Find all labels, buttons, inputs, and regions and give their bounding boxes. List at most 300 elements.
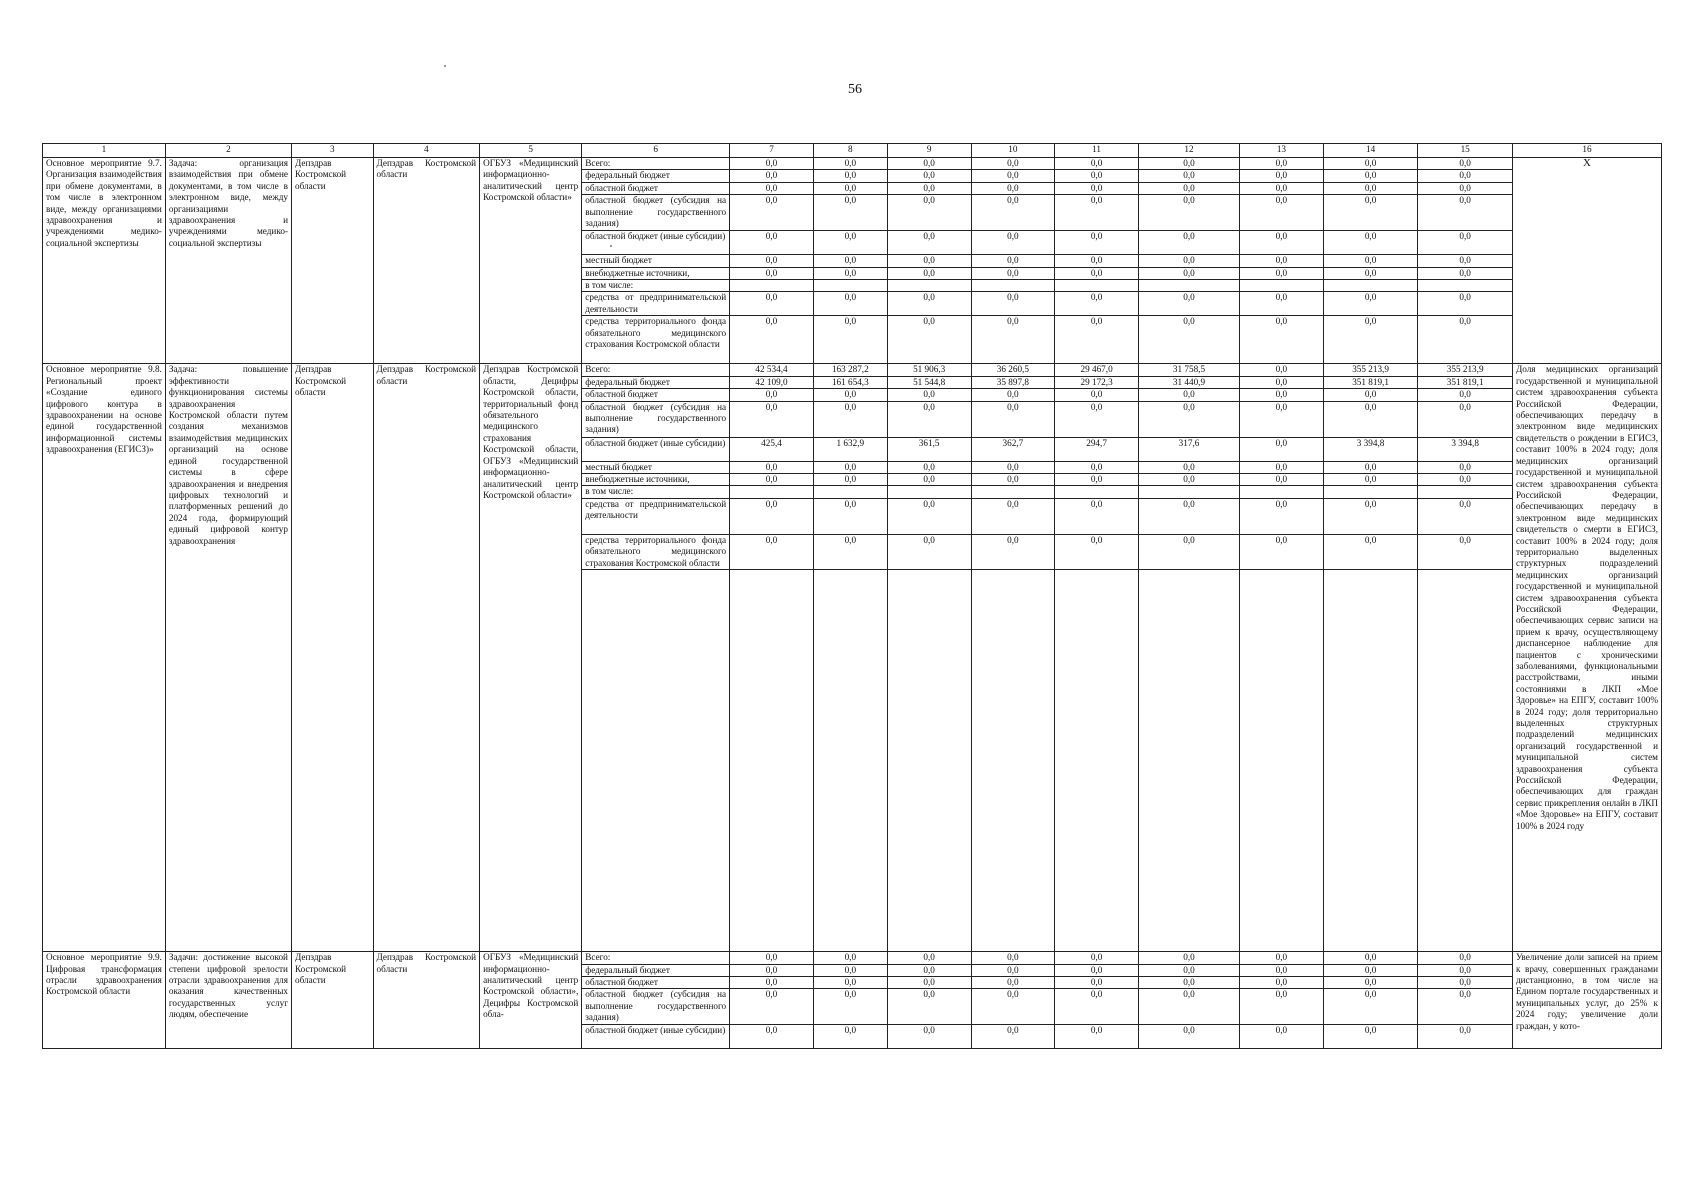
amount-cell: 0,0 <box>1418 267 1513 279</box>
amount-cell: 0,0 <box>887 976 971 988</box>
amount-cell: 0,0 <box>1138 964 1239 976</box>
funding-source-label: областной бюджет (иные субсидии) <box>582 1025 730 1049</box>
amount-cell: 0,0 <box>1138 316 1239 364</box>
amount-cell: 0,0 <box>1055 389 1139 401</box>
amount-cell: 294,7 <box>1055 437 1139 461</box>
section-9-9 <box>43 952 1662 1049</box>
header-row <box>43 144 1662 158</box>
amount-cell: 0,0 <box>813 474 887 486</box>
amount-cell: 0,0 <box>1418 292 1513 316</box>
amount-cell: 0,0 <box>1138 952 1239 964</box>
section-c2: Задача: организация взаимодействия при обмене документами, в том числе в электронном виде, между организациями здравоохранения и учреждениями медико-социальной экспертизы <box>165 158 291 364</box>
amount-cell: 355 213,9 <box>1323 364 1418 376</box>
amount-cell: 0,0 <box>1138 401 1239 437</box>
amount-cell <box>1418 280 1513 292</box>
header-cell: 3 <box>291 144 373 158</box>
amount-cell: 163 287,2 <box>813 364 887 376</box>
amount-cell: 0,0 <box>1240 461 1324 473</box>
amount-cell: 0,0 <box>1323 158 1418 170</box>
amount-cell: 0,0 <box>1323 195 1418 231</box>
amount-cell: 0,0 <box>971 267 1055 279</box>
funding-source-label: областной бюджет (субсидия на выполнение государственного задания) <box>582 195 730 231</box>
amount-cell: 0,0 <box>730 964 814 976</box>
amount-cell: 0,0 <box>813 292 887 316</box>
amount-cell: 0,0 <box>730 952 814 964</box>
amount-cell: 0,0 <box>1240 158 1324 170</box>
amount-cell: 0,0 <box>813 231 887 255</box>
amount-cell: 0,0 <box>1323 461 1418 473</box>
amount-cell: 0,0 <box>1055 267 1139 279</box>
empty-cell <box>1323 570 1418 952</box>
amount-cell: 0,0 <box>730 158 814 170</box>
amount-cell: 0,0 <box>971 158 1055 170</box>
amount-cell: 0,0 <box>813 401 887 437</box>
amount-cell <box>1055 280 1139 292</box>
funding-source-label: средства от предпринимательской деятельности <box>582 498 730 534</box>
amount-cell: 31 440,9 <box>1138 376 1239 388</box>
amount-cell: 0,0 <box>813 964 887 976</box>
amount-cell: 361,5 <box>887 437 971 461</box>
amount-cell: 0,0 <box>1418 389 1513 401</box>
amount-cell: 0,0 <box>887 158 971 170</box>
funding-source-label: Всего: <box>582 158 730 170</box>
amount-cell: 0,0 <box>1138 231 1239 255</box>
amount-cell: 351 819,1 <box>1323 376 1418 388</box>
amount-cell: 0,0 <box>813 989 887 1025</box>
amount-cell: 0,0 <box>971 182 1055 194</box>
amount-cell: 0,0 <box>971 534 1055 569</box>
amount-cell: 0,0 <box>1418 195 1513 231</box>
funding-source-label: областной бюджет (иные субсидии) <box>582 231 730 255</box>
amount-cell: 0,0 <box>813 170 887 182</box>
header-cell: 16 <box>1512 144 1661 158</box>
amount-cell: 0,0 <box>730 534 814 569</box>
amount-cell: 0,0 <box>971 255 1055 267</box>
amount-cell: 42 109,0 <box>730 376 814 388</box>
amount-cell: 0,0 <box>1323 989 1418 1025</box>
amount-cell: 0,0 <box>1418 231 1513 255</box>
empty-cell <box>887 570 971 952</box>
section-9-7 <box>43 158 1662 364</box>
amount-cell: 0,0 <box>1240 292 1324 316</box>
amount-cell: 0,0 <box>1138 182 1239 194</box>
amount-cell: 0,0 <box>1055 170 1139 182</box>
amount-cell: 0,0 <box>1240 964 1324 976</box>
amount-cell: 0,0 <box>730 170 814 182</box>
amount-cell <box>971 280 1055 292</box>
amount-cell: 0,0 <box>1418 474 1513 486</box>
funding-source-label: областной бюджет <box>582 389 730 401</box>
amount-cell: 51 906,3 <box>887 364 971 376</box>
amount-cell: 0,0 <box>1418 976 1513 988</box>
funding-source-label: в том числе: <box>582 486 730 498</box>
amount-cell: 0,0 <box>1138 267 1239 279</box>
amount-cell: 0,0 <box>1323 498 1418 534</box>
header-cell: 9 <box>887 144 971 158</box>
amount-cell: 0,0 <box>1240 498 1324 534</box>
amount-cell: 0,0 <box>813 461 887 473</box>
header-cell: 6 <box>582 144 730 158</box>
amount-cell: 0,0 <box>1055 461 1139 473</box>
amount-cell: 0,0 <box>1240 267 1324 279</box>
amount-cell: 0,0 <box>1138 976 1239 988</box>
funding-source-label: внебюджетные источники, <box>582 267 730 279</box>
empty-cell <box>1055 570 1139 952</box>
amount-cell: 425,4 <box>730 437 814 461</box>
empty-cell <box>1138 570 1239 952</box>
funding-source-label: областной бюджет (субсидия на выполнение государственного задания) <box>582 989 730 1025</box>
budget-row <box>43 952 1662 964</box>
empty-cell <box>730 570 814 952</box>
amount-cell: 0,0 <box>813 952 887 964</box>
funding-source-label: Всего: <box>582 364 730 376</box>
amount-cell <box>1138 486 1239 498</box>
amount-cell: 0,0 <box>1240 376 1324 388</box>
amount-cell: 351 819,1 <box>1418 376 1513 388</box>
amount-cell: 51 544,8 <box>887 376 971 388</box>
amount-cell: 0,0 <box>1138 989 1239 1025</box>
amount-cell: 0,0 <box>730 498 814 534</box>
header-cell: 14 <box>1323 144 1418 158</box>
amount-cell: 0,0 <box>1055 255 1139 267</box>
section-c4: Депздрав Костромской области <box>373 364 480 952</box>
amount-cell: 0,0 <box>887 474 971 486</box>
amount-cell: 35 897,8 <box>971 376 1055 388</box>
section-c5: Депздрав Костромской области, Децифры Костромской области, территориальный фонд обязательного медицинского страхования Костромской области, ОГБУЗ «Медицинский информационно-аналитический центр Костромской области» <box>480 364 582 952</box>
amount-cell: 0,0 <box>1240 976 1324 988</box>
amount-cell: 0,0 <box>971 498 1055 534</box>
section-9-8 <box>43 364 1662 952</box>
amount-cell: 0,0 <box>1055 292 1139 316</box>
amount-cell: 0,0 <box>730 461 814 473</box>
empty-cell <box>1418 570 1513 952</box>
amount-cell: 0,0 <box>1323 182 1418 194</box>
funding-source-label: местный бюджет <box>582 255 730 267</box>
amount-cell: 0,0 <box>1240 316 1324 364</box>
amount-cell <box>887 486 971 498</box>
header-cell: 4 <box>373 144 480 158</box>
amount-cell: 0,0 <box>1240 389 1324 401</box>
amount-cell: 0,0 <box>1055 498 1139 534</box>
funding-source-label: областной бюджет <box>582 976 730 988</box>
amount-cell: 0,0 <box>1138 534 1239 569</box>
section-c3: Депздрав Костромской области <box>291 364 373 952</box>
amount-cell: 0,0 <box>1138 389 1239 401</box>
amount-cell: 0,0 <box>1055 976 1139 988</box>
amount-cell: 0,0 <box>971 170 1055 182</box>
amount-cell: 42 534,4 <box>730 364 814 376</box>
amount-cell: 0,0 <box>813 389 887 401</box>
amount-cell: 0,0 <box>813 255 887 267</box>
amount-cell: 0,0 <box>1418 989 1513 1025</box>
amount-cell: 0,0 <box>971 195 1055 231</box>
section-c16: Увеличение доли записей на прием к врачу, совершенных гражданами дистанционно, в том числе на Едином портале государственных и муниципальных услуг, до 25% к 2024 году; увеличение доли граждан, у кото- <box>1512 952 1661 1049</box>
amount-cell: 0,0 <box>887 316 971 364</box>
amount-cell: 0,0 <box>971 964 1055 976</box>
amount-cell: 0,0 <box>1240 364 1324 376</box>
amount-cell: 0,0 <box>1323 534 1418 569</box>
amount-cell: 0,0 <box>813 158 887 170</box>
amount-cell: 0,0 <box>1240 1025 1324 1049</box>
amount-cell: 0,0 <box>971 316 1055 364</box>
amount-cell: 0,0 <box>887 461 971 473</box>
amount-cell: 0,0 <box>1240 195 1324 231</box>
section-c16: Доля медицинских организаций государственной и муниципальной систем здравоохранения субъекта Российской Федерации, обеспечивающих передачу в электронном виде медицинских свидетельств о рождении в ЕГИСЗ, составит 100% в 2024 году; доля медицинских организаций государственной и муниципальной систем здравоохранения субъекта Российской Федерации, обеспечивающих передачу в электронном виде медицинских свидетельств о смерти в ЕГИСЗ, составит 100% в 2024 году; доля территориально выделенных структурных подразделений медицинских организаций государственной и муниципальной систем здравоохранения субъекта Российской Федерации, обеспечивающих сервис записи на прием к врачу, осуществляющему диспансерное наблюдение для пациентов с хроническими заболеваниями, функциональными расстройствами, иными состояниями в ЛКП «Мое Здоровье» на ЕПГУ, составит 100% в 2024 году; доля территориально выделенных структурных подразделений медицинских организаций государственной и муниципальной систем здравоохранения субъекта Российской Федерации, обеспечивающих для граждан сервис прикрепления онлайн в ЛКП «Мое Здоровье» на ЕПГУ, составит 100% в 2024 году <box>1512 364 1661 952</box>
amount-cell: 0,0 <box>730 989 814 1025</box>
section-c1: Основное мероприятие 9.8. Региональный проект «Создание единого цифрового контура в здравоохранении на основе единой государственной информационной системы здравоохранения (ЕГИСЗ)» <box>43 364 166 952</box>
amount-cell: 0,0 <box>813 1025 887 1049</box>
header-cell: 11 <box>1055 144 1139 158</box>
header-cell: 1 <box>43 144 166 158</box>
amount-cell: 0,0 <box>1055 952 1139 964</box>
amount-cell: 0,0 <box>1240 534 1324 569</box>
amount-cell: 0,0 <box>1418 534 1513 569</box>
amount-cell: 0,0 <box>887 534 971 569</box>
amount-cell: 0,0 <box>813 534 887 569</box>
amount-cell: 0,0 <box>1418 498 1513 534</box>
amount-cell: 0,0 <box>1323 401 1418 437</box>
amount-cell <box>1418 486 1513 498</box>
amount-cell: 0,0 <box>1323 389 1418 401</box>
header-cell: 8 <box>813 144 887 158</box>
amount-cell: 0,0 <box>1323 255 1418 267</box>
amount-cell: 0,0 <box>813 267 887 279</box>
amount-cell: 0,0 <box>887 1025 971 1049</box>
section-c5: ОГБУЗ «Медицинский информационно-аналитический центр Костромской области» <box>480 158 582 364</box>
amount-cell: 0,0 <box>887 989 971 1025</box>
amount-cell: 0,0 <box>887 292 971 316</box>
amount-cell: 0,0 <box>971 952 1055 964</box>
amount-cell: 0,0 <box>730 255 814 267</box>
funding-source-label: федеральный бюджет <box>582 964 730 976</box>
amount-cell <box>730 486 814 498</box>
amount-cell: 0,0 <box>730 267 814 279</box>
amount-cell: 0,0 <box>1240 170 1324 182</box>
amount-cell: 0,0 <box>971 474 1055 486</box>
amount-cell: 317,6 <box>1138 437 1239 461</box>
amount-cell <box>887 280 971 292</box>
header-cell: 5 <box>480 144 582 158</box>
amount-cell: 0,0 <box>730 1025 814 1049</box>
amount-cell: 0,0 <box>887 952 971 964</box>
amount-cell: 0,0 <box>730 976 814 988</box>
amount-cell: 0,0 <box>1418 964 1513 976</box>
amount-cell: 0,0 <box>887 401 971 437</box>
amount-cell: 0,0 <box>1323 474 1418 486</box>
amount-cell: 0,0 <box>1240 437 1324 461</box>
amount-cell: 0,0 <box>813 182 887 194</box>
amount-cell: 0,0 <box>1323 170 1418 182</box>
amount-cell: 0,0 <box>1240 952 1324 964</box>
amount-cell: 0,0 <box>1138 461 1239 473</box>
amount-cell <box>1323 280 1418 292</box>
funding-source-label: федеральный бюджет <box>582 376 730 388</box>
amount-cell: 161 654,3 <box>813 376 887 388</box>
amount-cell: 0,0 <box>1240 401 1324 437</box>
amount-cell: 0,0 <box>1240 182 1324 194</box>
amount-cell: 0,0 <box>730 389 814 401</box>
amount-cell: 0,0 <box>1418 952 1513 964</box>
amount-cell: 362,7 <box>971 437 1055 461</box>
amount-cell: 0,0 <box>971 976 1055 988</box>
amount-cell: 0,0 <box>1323 231 1418 255</box>
amount-cell: 0,0 <box>1055 964 1139 976</box>
header-cell: 2 <box>165 144 291 158</box>
amount-cell: 0,0 <box>971 401 1055 437</box>
amount-cell: 0,0 <box>1323 292 1418 316</box>
funding-source-label: средства территориального фонда обязательного медицинского страхования Костромской области <box>582 534 730 569</box>
amount-cell: 0,0 <box>887 231 971 255</box>
amount-cell: 0,0 <box>971 461 1055 473</box>
amount-cell: 0,0 <box>1055 1025 1139 1049</box>
amount-cell: 0,0 <box>1240 989 1324 1025</box>
amount-cell: 0,0 <box>971 389 1055 401</box>
funding-source-label: средства от предпринимательской деятельности <box>582 292 730 316</box>
amount-cell: 1 632,9 <box>813 437 887 461</box>
amount-cell: 0,0 <box>1323 964 1418 976</box>
section-c1: Основное мероприятие 9.9. Цифровая трансформация отрасли здравоохранения Костромской области <box>43 952 166 1049</box>
budget-row <box>43 158 1662 170</box>
amount-cell: 0,0 <box>1323 976 1418 988</box>
amount-cell: 0,0 <box>887 255 971 267</box>
amount-cell: 0,0 <box>887 195 971 231</box>
amount-cell: 0,0 <box>1240 474 1324 486</box>
amount-cell: 0,0 <box>887 170 971 182</box>
amount-cell: 0,0 <box>887 182 971 194</box>
amount-cell: 0,0 <box>1138 1025 1239 1049</box>
scan-speck <box>444 65 446 67</box>
amount-cell: 0,0 <box>1055 989 1139 1025</box>
amount-cell: 0,0 <box>813 195 887 231</box>
funding-source-label: областной бюджет (субсидия на выполнение государственного задания) <box>582 401 730 437</box>
funding-source-label: областной бюджет (иные субсидии) <box>582 437 730 461</box>
amount-cell <box>1055 486 1139 498</box>
section-c3: Депздрав Костромской области <box>291 952 373 1049</box>
amount-cell: 3 394,8 <box>1323 437 1418 461</box>
amount-cell: 31 758,5 <box>1138 364 1239 376</box>
amount-cell: 0,0 <box>971 292 1055 316</box>
amount-cell: 0,0 <box>887 498 971 534</box>
amount-cell: 0,0 <box>887 267 971 279</box>
amount-cell: 36 260,5 <box>971 364 1055 376</box>
amount-cell: 0,0 <box>1055 474 1139 486</box>
amount-cell: 0,0 <box>1138 474 1239 486</box>
amount-cell: 0,0 <box>1138 255 1239 267</box>
scan-speck <box>610 245 612 247</box>
section-c1: Основное мероприятие 9.7. Организация взаимодействия при обмене документами, в том числе в электронном виде, между организациями здравоохранения и учреждениями медико-социальной экспертизы <box>43 158 166 364</box>
amount-cell: 0,0 <box>1240 231 1324 255</box>
section-c2: Задача: повышение эффективности функционирования системы здравоохранения Костромской области путем создания механизмов взаимодействия медицинских организаций на основе единой государственной системы в сфере здравоохранения и внедрения цифровых технологий и платформенных решений до 2024 года, формирующий единый цифровой контур здравоохранения <box>165 364 291 952</box>
funding-source-label: в том числе: <box>582 280 730 292</box>
section-c4: Депздрав Костромской области <box>373 158 480 364</box>
funding-source-label: средства территориального фонда обязательного медицинского страхования Костромской области <box>582 316 730 364</box>
funding-source-label: федеральный бюджет <box>582 170 730 182</box>
header-cell: 15 <box>1418 144 1513 158</box>
section-c5: ОГБУЗ «Медицинский информационно-аналитический центр Костромской области», Децифры Костромской обла- <box>480 952 582 1049</box>
amount-cell: 0,0 <box>971 231 1055 255</box>
amount-cell: 0,0 <box>887 389 971 401</box>
amount-cell: 0,0 <box>971 1025 1055 1049</box>
section-c16: X <box>1512 158 1661 364</box>
amount-cell: 0,0 <box>1418 401 1513 437</box>
amount-cell: 0,0 <box>1138 292 1239 316</box>
amount-cell <box>730 280 814 292</box>
amount-cell: 0,0 <box>730 231 814 255</box>
amount-cell: 0,0 <box>1055 534 1139 569</box>
amount-cell: 0,0 <box>1418 316 1513 364</box>
amount-cell: 29 172,3 <box>1055 376 1139 388</box>
amount-cell <box>1240 486 1324 498</box>
amount-cell: 0,0 <box>971 989 1055 1025</box>
amount-cell: 0,0 <box>1138 498 1239 534</box>
section-c4: Депздрав Костромской области <box>373 952 480 1049</box>
amount-cell: 0,0 <box>1138 195 1239 231</box>
amount-cell: 0,0 <box>1418 1025 1513 1049</box>
header-cell: 12 <box>1138 144 1239 158</box>
empty-cell <box>1240 570 1324 952</box>
amount-cell: 355 213,9 <box>1418 364 1513 376</box>
amount-cell <box>813 280 887 292</box>
amount-cell: 0,0 <box>1323 1025 1418 1049</box>
section-c2: Задачи: достижение высокой степени цифровой зрелости отрасли здравоохранения для оказания качественных государственных услуг людям, обеспечение <box>165 952 291 1049</box>
amount-cell: 0,0 <box>730 401 814 437</box>
budget-row <box>43 364 1662 376</box>
amount-cell: 0,0 <box>1138 158 1239 170</box>
amount-cell: 0,0 <box>1055 158 1139 170</box>
amount-cell <box>813 486 887 498</box>
amount-cell: 0,0 <box>730 195 814 231</box>
amount-cell: 0,0 <box>1055 231 1139 255</box>
header-cell: 13 <box>1240 144 1324 158</box>
empty-cell <box>813 570 887 952</box>
funding-source-label: областной бюджет <box>582 182 730 194</box>
empty-cell <box>582 570 730 952</box>
funding-source-label: Всего: <box>582 952 730 964</box>
amount-cell: 0,0 <box>730 316 814 364</box>
amount-cell: 0,0 <box>1055 195 1139 231</box>
amount-cell: 3 394,8 <box>1418 437 1513 461</box>
amount-cell <box>1323 486 1418 498</box>
amount-cell: 29 467,0 <box>1055 364 1139 376</box>
amount-cell: 0,0 <box>1055 316 1139 364</box>
amount-cell: 0,0 <box>1138 170 1239 182</box>
amount-cell: 0,0 <box>813 498 887 534</box>
header-cell: 10 <box>971 144 1055 158</box>
header-cell: 7 <box>730 144 814 158</box>
amount-cell: 0,0 <box>730 182 814 194</box>
budget-table <box>42 143 1662 1049</box>
amount-cell: 0,0 <box>1055 182 1139 194</box>
amount-cell: 0,0 <box>1418 170 1513 182</box>
amount-cell: 0,0 <box>813 316 887 364</box>
amount-cell: 0,0 <box>1240 255 1324 267</box>
amount-cell: 0,0 <box>1418 461 1513 473</box>
empty-cell <box>971 570 1055 952</box>
amount-cell: 0,0 <box>813 976 887 988</box>
amount-cell: 0,0 <box>1418 182 1513 194</box>
amount-cell: 0,0 <box>730 474 814 486</box>
amount-cell: 0,0 <box>1055 401 1139 437</box>
amount-cell: 0,0 <box>1323 267 1418 279</box>
funding-source-label: местный бюджет <box>582 461 730 473</box>
amount-cell <box>1138 280 1239 292</box>
amount-cell: 0,0 <box>1323 952 1418 964</box>
amount-cell: 0,0 <box>1418 255 1513 267</box>
amount-cell <box>1240 280 1324 292</box>
amount-cell: 0,0 <box>887 964 971 976</box>
amount-cell: 0,0 <box>730 292 814 316</box>
page-number: 56 <box>848 82 862 97</box>
